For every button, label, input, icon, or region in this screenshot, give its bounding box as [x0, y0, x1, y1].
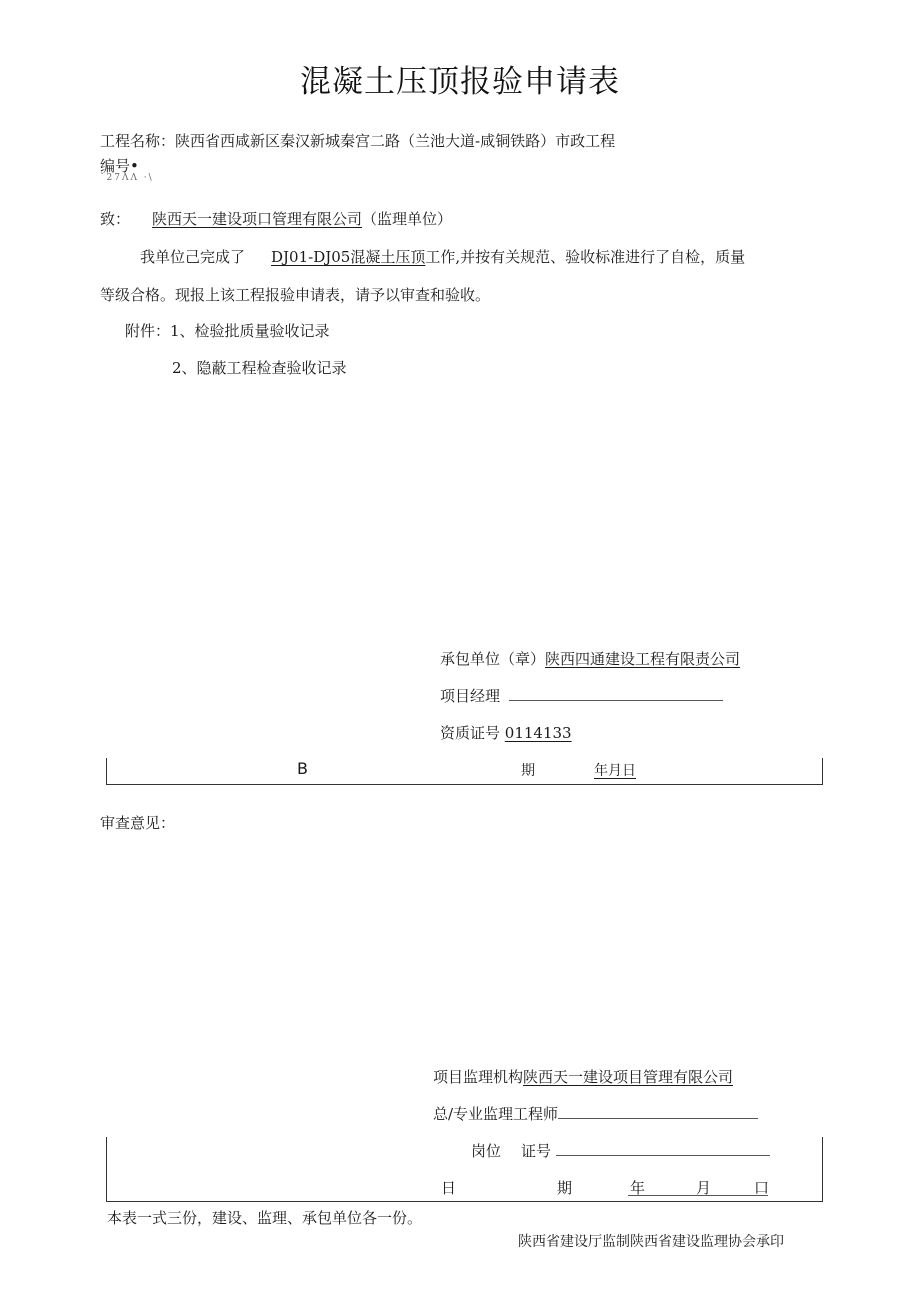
post-cert-line: [471, 1140, 770, 1161]
date-marker-b: B: [297, 759, 308, 778]
post-cert-blank: [556, 1141, 770, 1156]
attachment-item-1: 1、检验批质量验收记录: [170, 322, 330, 340]
body-after: 工作,并按有关规范、验收标准进行了自检，质量: [425, 248, 746, 266]
box-right-border-2: [822, 1137, 823, 1202]
supervisor-date-month: 月: [696, 1179, 712, 1197]
box-left-border-2: [106, 1137, 107, 1202]
footer-note: 本表一式三份，建设、监理、承包单位各一份。: [107, 1209, 423, 1227]
post-cert-label: 证号: [521, 1142, 552, 1160]
addressee-line: [100, 208, 452, 229]
contractor-unit-line: [440, 648, 740, 669]
date-ymd-label: 年月日: [594, 763, 636, 779]
date-qi-label: 期: [521, 763, 535, 779]
addressee-suffix: （监理单位）: [362, 210, 453, 228]
page-title: 混凝土压顶报验申请表: [300, 64, 620, 100]
attachment-item-2: 2、隐蔽工程检查验收记录: [172, 359, 347, 377]
body-work-item: DJ01-DJ05混凝土压顶: [271, 248, 426, 266]
addressee-org: 陕西天一建设项口管理有限公司: [152, 210, 363, 228]
post-label: 岗位: [471, 1142, 502, 1160]
addressee-prefix: 致：: [100, 210, 131, 228]
attachment-label: 附件：: [125, 322, 171, 340]
supervisor-date-qi: 期: [557, 1179, 573, 1197]
cert-number: 0114133: [504, 724, 572, 742]
supervisor-date-day: 口: [754, 1179, 770, 1197]
supervisor-engineer-line: [433, 1103, 758, 1124]
review-label: 审查意见：: [100, 814, 176, 832]
footer-printer: 陕西省建设厅监制陕西省建设监理协会承印: [518, 1234, 784, 1250]
project-manager-blank: [509, 686, 723, 701]
contractor-unit-name: 陕西四通建设工程有限责公司: [545, 650, 741, 668]
box-right-border-1: [822, 758, 823, 785]
box-bottom-border-2: [106, 1201, 823, 1202]
supervisor-date-ri: 日: [441, 1179, 457, 1197]
supervisor-org-name: 陕西天一建设项目管理有限公司: [523, 1068, 734, 1086]
cert-label: 资质证号: [440, 724, 501, 742]
supervisor-date-year: 年: [630, 1179, 646, 1197]
supervisor-org-label: 项目监理机构: [433, 1068, 524, 1086]
supervisor-org-line: [433, 1066, 733, 1087]
project-name-line: [100, 130, 615, 151]
supervisor-date-ymd: [628, 1177, 768, 1200]
serial-label: 编号•: [100, 157, 139, 175]
box-left-border-1: [106, 758, 107, 785]
serial-scribble: ˇ27ΛΛ ·\: [100, 173, 154, 183]
project-label: 工程名称：: [100, 132, 176, 150]
project-name: 陕西省西咸新区秦汉新城秦宫二路（兰池大道-咸铜铁路）市政工程: [175, 132, 616, 150]
box-bottom-border-1: [106, 784, 823, 785]
attachment-line-1: [125, 320, 330, 341]
body-before: 我单位己完成了: [140, 248, 246, 266]
contractor-unit-label: 承包单位（章）: [440, 650, 546, 668]
supervisor-engineer-blank: [558, 1104, 758, 1119]
body-line-2: 等级合格。现报上该工程报验申请表，请予以审查和验收。: [100, 286, 491, 304]
body-line-1: [140, 246, 745, 267]
project-manager-line: [440, 685, 723, 706]
supervisor-engineer-label: 总/专业监理工程师: [433, 1105, 559, 1123]
project-manager-label: 项目经理: [440, 687, 501, 705]
cert-line: [440, 722, 572, 743]
